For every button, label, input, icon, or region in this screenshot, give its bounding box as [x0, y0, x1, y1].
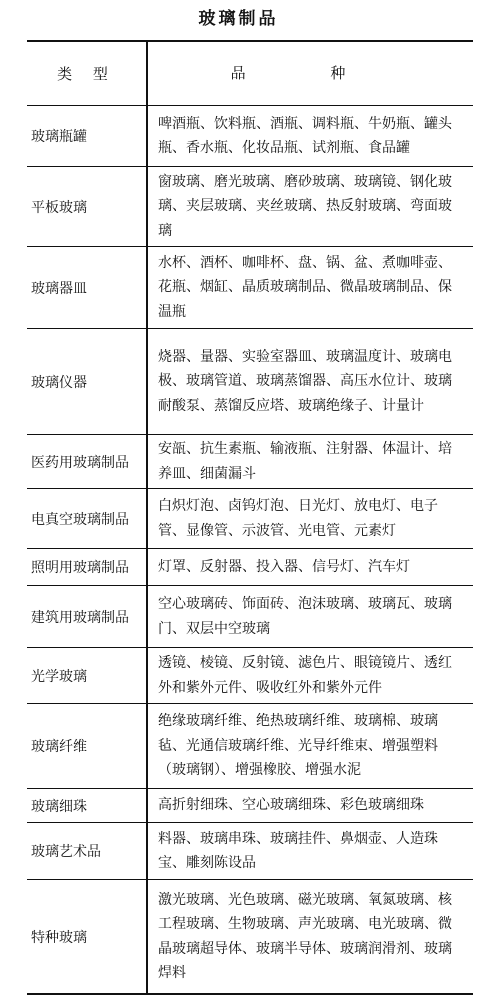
row-varieties: 料器、玻璃串珠、玻璃挂件、鼻烟壶、人造珠宝、雕刻陈设品 — [158, 830, 438, 871]
table-row — [27, 106, 473, 167]
row-varieties: 窗玻璃、磨光玻璃、磨砂玻璃、玻璃镜、钢化玻璃、夹层玻璃、夹丝玻璃、热反射玻璃、弯面玻璃 — [158, 173, 452, 239]
table-row — [27, 167, 473, 247]
row-varieties: 激光玻璃、光色玻璃、磁光玻璃、氧氮玻璃、核工程玻璃、生物玻璃、声光玻璃、电光玻璃、微晶玻璃超导体、玻璃半导体、玻璃润滑剂、玻璃焊料 — [158, 891, 452, 981]
row-type: 玻璃细珠 — [31, 798, 87, 815]
row-varieties: 空心玻璃砖、饰面砖、泡沫玻璃、玻璃瓦、玻璃门、双层中空玻璃 — [158, 596, 452, 637]
row-varieties: 灯罩、反射器、投入器、信号灯、汽车灯 — [158, 558, 410, 575]
table-title: 玻璃制品 — [198, 9, 279, 29]
row-varieties: 安瓿、抗生素瓶、输液瓶、注射器、体温计、培养皿、细菌漏斗 — [158, 441, 452, 482]
row-varieties: 高折射细珠、空心玻璃细珠、彩色玻璃细珠 — [158, 797, 424, 814]
row-type: 玻璃瓶罐 — [31, 129, 87, 145]
table-row — [27, 704, 473, 789]
table-row — [27, 329, 473, 435]
row-varieties: 透镜、棱镜、反射镜、滤色片、眼镜镜片、透红外和紫外元件、吸收红外和紫外元件 — [158, 655, 452, 696]
row-varieties: 绝缘玻璃纤维、绝热玻璃纤维、玻璃棉、玻璃毡、光通信玻璃纤维、光导纤维束、增强塑料（玻璃钢）、增强橡胶、增强水泥 — [158, 713, 438, 779]
row-varieties: 啤酒瓶、饮料瓶、酒瓶、调料瓶、牛奶瓶、罐头瓶、香水瓶、化妆品瓶、试剂瓶、食品罐 — [158, 115, 452, 156]
table-row — [27, 247, 473, 329]
row-type: 玻璃器皿 — [31, 280, 87, 297]
table-row — [27, 648, 473, 704]
table-row — [27, 549, 473, 586]
glass-products-table — [27, 40, 473, 995]
row-varieties: 烧器、量器、实验室器皿、玻璃温度计、玻璃电极、玻璃管道、玻璃蒸馏器、高压水位计、玻璃耐酸泵、蒸馏反应塔、玻璃绝缘子、计量计 — [158, 348, 452, 414]
row-type: 平板玻璃 — [31, 199, 87, 216]
table-row — [27, 489, 473, 549]
row-type: 建筑用玻璃制品 — [31, 609, 129, 626]
table-row — [27, 586, 473, 648]
table-row — [27, 823, 473, 880]
row-varieties: 白炽灯泡、卤钨灯泡、日光灯、放电灯、电子管、显像管、示波管、光电管、元素灯 — [158, 498, 438, 539]
table-row — [27, 880, 473, 993]
row-type: 玻璃仪器 — [31, 374, 87, 391]
row-type: 光学玻璃 — [31, 668, 87, 685]
header-varieties: 品 种 — [230, 64, 386, 83]
row-varieties: 水杯、酒杯、咖啡杯、盘、锅、盆、煮咖啡壶、花瓶、烟缸、晶质玻璃制品、微晶玻璃制品、保温瓶 — [158, 254, 452, 320]
table-row — [27, 789, 473, 823]
table-row — [27, 435, 473, 489]
row-type: 照明用玻璃制品 — [31, 560, 129, 576]
row-type: 电真空玻璃制品 — [31, 511, 129, 528]
row-type: 玻璃艺术品 — [31, 844, 101, 860]
row-type: 特种玻璃 — [31, 929, 87, 946]
row-type: 医药用玻璃制品 — [31, 454, 129, 471]
row-type: 玻璃纤维 — [31, 739, 87, 755]
header-row — [27, 42, 473, 106]
header-type: 类 型 — [57, 65, 116, 83]
